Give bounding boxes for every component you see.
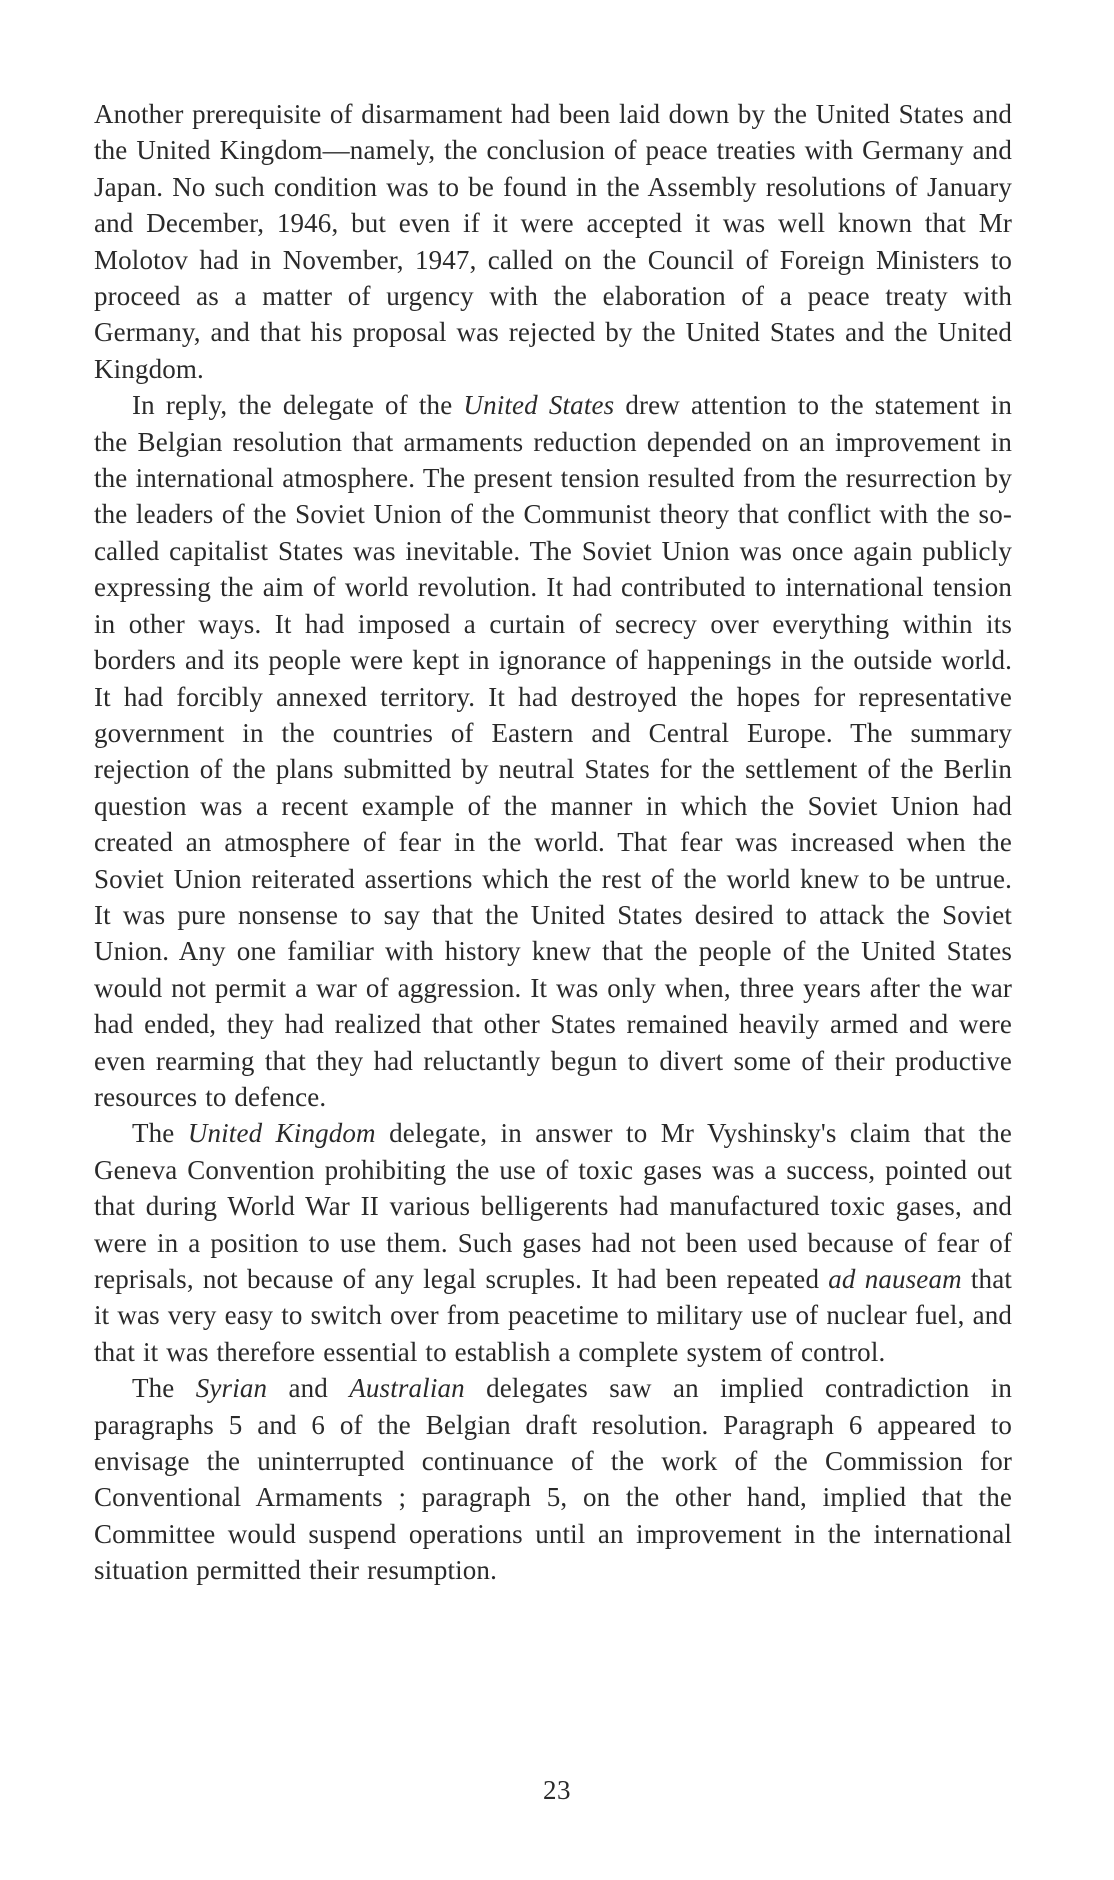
text-run: that it was very easy to switch over from peacetime to military use of nuclear fuel, and that it was therefore essential to establish a complete system of control. bbox=[94, 1264, 1012, 1367]
paragraph-molotov-peace-treaties bbox=[94, 96, 1012, 387]
italic-country-name: Australian bbox=[349, 1373, 465, 1404]
text-run: The bbox=[132, 1373, 196, 1404]
italic-latin-phrase: ad nauseam bbox=[828, 1264, 962, 1294]
italic-country-name: Syrian bbox=[195, 1373, 268, 1404]
paragraph-syrian-australian-contradiction bbox=[94, 1370, 1012, 1588]
paragraph-united-states-reply bbox=[94, 387, 1012, 1115]
text-run: and bbox=[267, 1373, 350, 1404]
text-run: drew attention to the statement in the Belgian resolution that armaments reduction depended on an improvement in the international atmosphere. The present tension resulted from the resurrection by the leaders of the Soviet Union of the Communist theory that conflict with the so-called capitalist States was inevitable. The Soviet Union was once again publicly expressing the aim of world revolution. It had contributed to international tension in other ways. It had imposed a curtain of secrecy over everything within its borders and its people were kept in ignorance of happenings in the outside world. It had forcibly annexed territory. It had destroyed the hopes for representative government in the countries of Eastern and Central Europe. The summary rejection of the plans submitted by neutral States for the settlement of the Berlin question was a recent example of the manner in which the Soviet Union had created an atmosphere of fear in the world. That fear was increased when the Soviet Union reiterated assertions which the rest of the world knew to be untrue. It was pure nonsense to say that the United States desired to attack the Soviet Union. Any one familiar with history knew that the people of the United States would not permit a war of aggression. It was only when, three years after the war had ended, they had realized that other States remained heavily armed and were even rearming that they had reluctantly begun to divert some of their productive resources to defence. bbox=[94, 390, 1012, 1112]
page-number: 23 bbox=[543, 1775, 571, 1805]
italic-country-name: United States bbox=[463, 390, 615, 421]
paragraph-united-kingdom-toxic-gases bbox=[94, 1115, 1012, 1370]
text-run: Another prerequisite of disarmament had been laid down by the United States and the United Kingdom—namely, the conclusion of peace treaties with Germany and Japan. No such condition was to be found in the Assembly resolutions of January and December, 1946, but even if it were accepted it was well known that Mr Molotov had in November, 1947, called on the Council of Foreign Ministers to proceed as a matter of urgency with the elaboration of a peace treaty with Germany, and that his proposal was rejected by the United States and the United Kingdom. bbox=[94, 99, 1012, 384]
text-run: In reply, the delegate of the bbox=[132, 390, 464, 421]
italic-country-name: United Kingdom bbox=[187, 1118, 376, 1149]
text-run: delegate, in answer to Mr Vyshinsky's claim that the Geneva Convention prohibiting the use of toxic gases was a success, pointed out that during World War II various belligerents had manufactured toxic gases, and were in a position to use them. Such gases had not been used because of fear of reprisals, not because of any legal scruples. It had been repeated bbox=[94, 1118, 1012, 1294]
body-text bbox=[94, 96, 1012, 1589]
text-run: The bbox=[132, 1118, 188, 1149]
text-run: delegates saw an implied contradiction in paragraphs 5 and 6 of the Belgian draft resolution. Paragraph 6 appeared to envisage the uninterrupted continuance of the work of the Commission for Conventional Armaments ; paragraph 5, on the other hand, implied that the Committee would suspend operations until an improvement in the international situation permitted their resumption. bbox=[94, 1373, 1013, 1586]
